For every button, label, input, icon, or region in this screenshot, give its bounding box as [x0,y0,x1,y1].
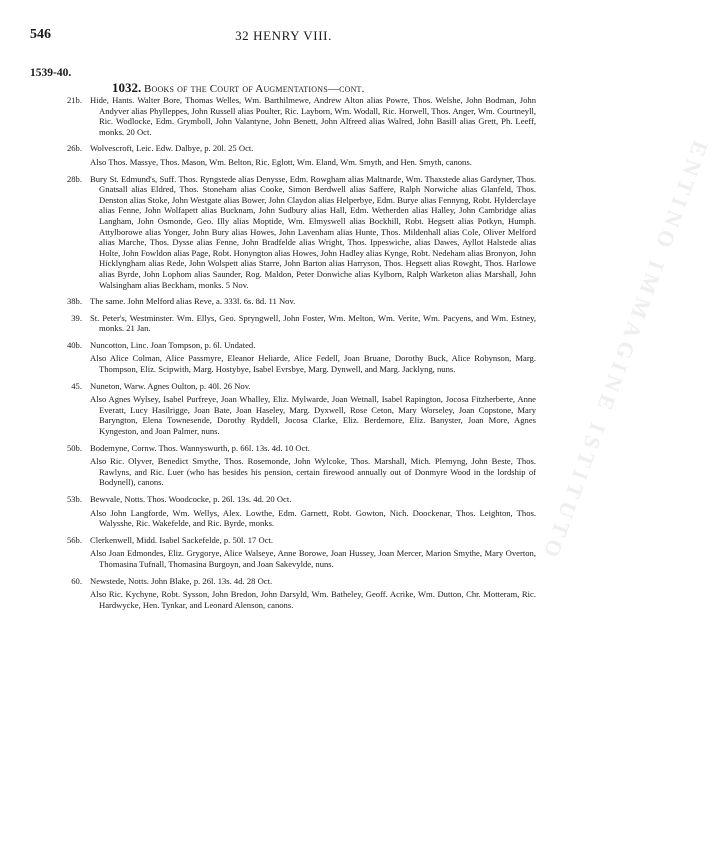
entry-also-text: Also Agnes Wylsey, Isabel Purfreye, Joan Whalley, Eliz. Mylwarde, Joan Wetnall, Isabel Rapington, Jocosa Fitzherberte, Anne Everatt, Lucy Hasilrigge, Joan Bate, Joan Haseley, Marg. Dyxwell, Rose Ceton, Mary Worseley, Joan Copstone, Mary Baryngton, Elena Townesende, Dorothy Ryddell, Jocosa Clarke, Eliz. Berdemore, Eliz. Banyster, Joan More, Agnes Kyngeston, and Joan Palmer, nuns. [90,394,536,437]
entry-list [30,95,536,616]
entry-also-text: Also Thos. Massye, Thos. Mason, Wm. Belton, Ric. Eglott, Wm. Eland, Wm. Smyth, and Hen. Smyth, canons. [90,156,472,167]
entry-also-text: Also John Langforde, Wm. Wellys, Alex. Lowthe, Edm. Garnett, Robt. Gowton, Nich. Doockenar, Thos. Leighton, Thos. Walysshe, Ric. Wakefelde, and Ric. Byrde, monks. [90,507,536,529]
entry-row [30,313,536,334]
entry-body [90,296,536,307]
entry-folio-ref: 28b. [66,173,82,184]
entry-row [30,296,536,307]
entry-also-text: Also Ric. Olyver, Benedict Smythe, Thos. Rosemonde, John Wylcoke, Thos. Marshall, Mich. Plemyng, John Beste, Thos. Rawlyns, and Ric. Luer (who has besides his pension, certain firewood annually out of Donmyre Wood in the lordship of Bodynell), canons. [90,456,536,488]
entry-row [30,443,536,488]
watermark-stamp: ENTINO IMMAGINE ISTITUTO [537,137,713,566]
section-number: 1032. [112,80,142,95]
entry-folio-ref: 26b. [66,143,82,154]
entry-folio-ref: 56b. [66,534,82,545]
entry-body [90,143,536,167]
entry-row [30,143,536,167]
entry-body [90,313,536,334]
entry-text: Bewvale, Notts. Thos. Woodcocke, p. 26l. 13s. 4d. 20 Oct. [90,494,292,504]
entry-folio-ref: 50b. [66,442,82,453]
entry-body [90,340,536,375]
entry-folio-ref: 38b. [66,296,82,307]
entry-text: Clerkenwell, Midd. Isabel Sackefelde, p. 50l. 17 Oct. [90,534,274,545]
running-title: 32 HENRY VIII. [235,28,332,43]
entry-folio-ref: 40b. [66,339,82,350]
entry-body [90,443,536,488]
entry-row [30,535,536,570]
entry-text: Hide, Hants. Walter Bore, Thomas Welles, Wm. Barthilmewe, Andrew Alton alias Powre, Thos. Welshe, John Bodman, John Andyver alias Phylleppes, John Russell alias Poulter, Ric. Layborn, Wm. Wodall, Ric. Horwell, Thos. Anger, Wm. Courtneyll, Ric. Wodlocke, Edm. Grymboll, John Valantyne, John Benett, John Alfreed alias Walred, John Basill alias Grett, Ph. Leeff, monks. 20 Oct. [90,95,536,137]
entry-row [30,340,536,375]
entry-body [90,576,536,611]
page-number: 546 [30,27,51,42]
entry-body [90,95,536,137]
entry-text: St. Peter's, Westminster. Wm. Ellys, Geo. Spryngwell, John Foster, Wm. Melton, Wm. Verite, Wm. Pacyens, and Wm. Estney, monks. 21 Jan. [90,312,536,334]
entry-row [30,381,536,437]
entry-also-text: Also Joan Edmondes, Eliz. Grygorye, Alice Walseye, Anne Borowe, Joan Hussey, Joan Mercer, Marion Smythe, Mary Overton, Thomasina Tufnall, Thomasina Burgoyn, and Joan Sakevylde, nuns. [90,548,536,569]
entry-folio-ref: 39. [71,312,82,323]
section-heading [112,80,365,96]
entry-folio-ref: 53b. [66,494,82,504]
entry-also-text: Also Ric. Kychyne, Robt. Sysson, John Bredon, John Darsyld, Wm. Batheley, Geoff. Acrike, Wm. Dutton, Chr. Motteram, Ric. Hardwycke, Hen. Tynkar, and Leonard Alenson, canons. [90,589,536,610]
entry-also-text: Also Alice Colman, Alice Passmyre, Eleanor Heliarde, Alice Fedell, Joan Bruane, Dorothy Buck, Alice Robynson, Marg. Thompson, Eliz. Scipwith, Marg. Hostybye, Isabel Evrsbye, Marg. Dynwell, and Marg. Jacklyng, nuns. [90,353,536,375]
entry-text: Bury St. Edmund's, Suff. Thos. Ryngstede alias Denysse, Edm. Rowgham alias Maltnarde, Wm. Thaxstede alias Gardyner, Thos. Gnatsall alias Eldred, Thos. Stoneham alias Cooke, Simon Berdwell alias Saffere, Ralph Norwiche alias Glanfeld, Thos. Denston alias Stoke, John Westgate alias Bower, John Claydon alias Helperbye, Edm. Burye alias Fennyng, Robt. Hylderclaye alias Fenne, John Wolfapett alias Bucknam, John Sudbury alias Hall, Edm. Wetherden alias Halley, John Cambridge alias Langham, John Osmonde, Geo. Illy alias Moptide, Wm. Elmyswell alias Bockhill, Robt. Hegsett alias Potkyn, Humph. Attylborowe alias Yonger, John Bury alias Howes, John Lavenham alias Hunte, Thos. Mildenhall alias Cole, Oliver Melford alias Marche, Thos. Dysse alias Fenne, John Bradfelde alias Wright, Thos. Ippeswiche, alias Dawes, Ayllot Halstede alias Holte, John Fowldon alias Page, Robt. Honyngton alias Howes, John Hadley alias Kynge, Robt. Nedeham alias Bronyon, John Hicklyngham alias Rede, John Wolspett alias Starre, John Barton alias Harryson, Thos. Hegsett alias Rowght, Thos. Harlowe alias Byrde, John Lophom alias Saunder, Rog. Maldon, Peter Donwiche alias Kylborn, Ralph Warketon alias Marshall, John Walsingham alias Beckham, monks. 5 Nov. [90,173,536,290]
entry-text: Newstede, Notts. John Blake, p. 26l. 13s. 4d. 28 Oct. [90,575,273,586]
entry-row [30,576,536,611]
section-title: Books of the Court of Augmentations—cont. [144,83,365,95]
entry-body [90,494,536,529]
entry-folio-ref: 60. [71,575,82,586]
entry-row [30,494,536,529]
entry-body [90,535,536,570]
entry-text: The same. John Melford alias Reve, a. 333l. 6s. 8d. 11 Nov. [90,296,296,307]
entry-folio-ref: 45. [71,380,82,391]
running-header [30,27,537,43]
entry-text: Nuncotton, Linc. Joan Tompson, p. 6l. Undated. [90,339,256,350]
entry-body [90,174,536,291]
entry-text: Wolvescroft, Leic. Edw. Dalbye, p. 20l. 25 Oct. [90,143,254,154]
entry-row [30,95,536,137]
entry-body [90,381,536,437]
entry-row [30,174,536,291]
entry-text: Nuneton, Warw. Agnes Oulton, p. 40l. 26 Nov. [90,380,251,391]
year-heading: 1539-40. [30,67,72,79]
entry-folio-ref: 21b. [66,95,82,105]
entry-text: Bodemyne, Cornw. Thos. Wannyswurth, p. 66l. 13s. 4d. 10 Oct. [90,442,310,453]
